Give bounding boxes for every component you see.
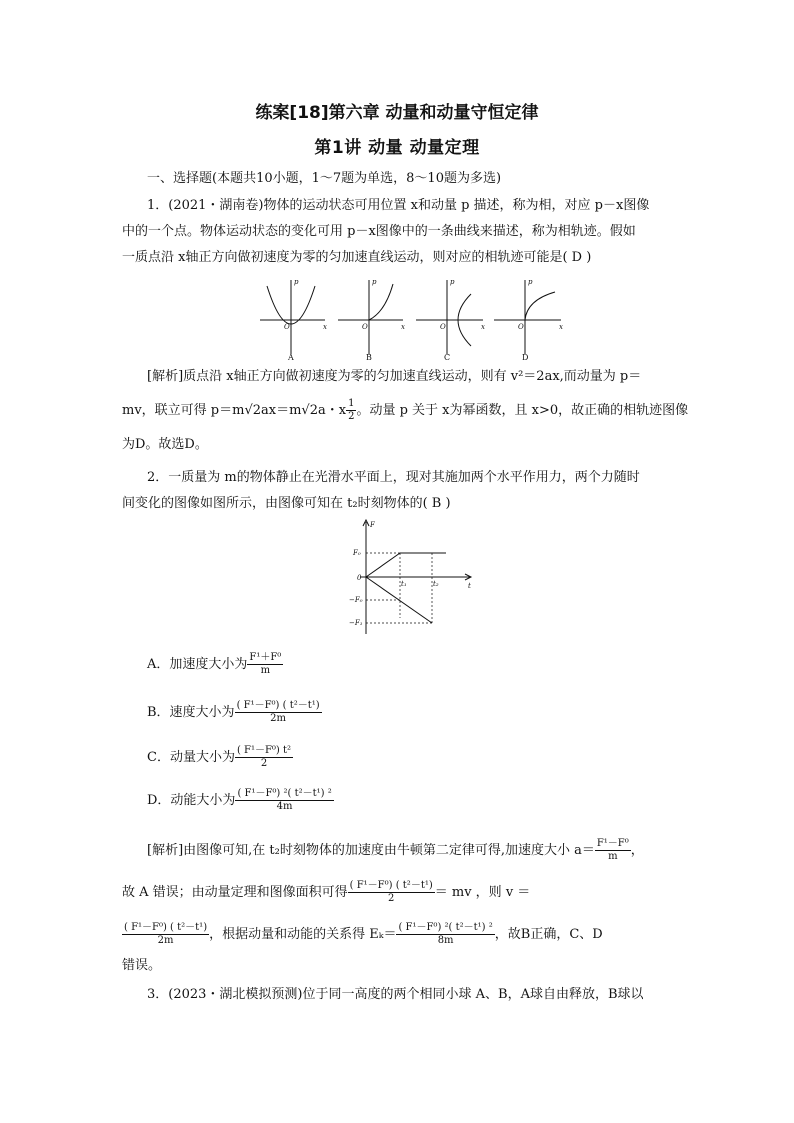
q2-option-c-den: 2 bbox=[260, 758, 268, 769]
q2-analysis-line3 bbox=[122, 922, 603, 947]
q2-label-t1: t₁ bbox=[401, 580, 407, 588]
q3-line1: 3．(2023・湖北模拟预测)位于同一高度的两个相同小球 A、B，A球自由释放，B球以 bbox=[147, 987, 644, 1002]
q2-analysis-line1 bbox=[147, 838, 644, 863]
q1-line1: 1．(2021・湖南卷)物体的运动状态可用位置 x和动量 p 描述，称为相，对应 p－x图像 bbox=[147, 198, 650, 213]
q2-analysis-frac3 bbox=[122, 922, 209, 947]
q1-label-c: C bbox=[444, 353, 451, 362]
q2-option-a bbox=[147, 652, 283, 677]
q2-option-d-frac bbox=[235, 788, 333, 813]
q1-analysis-line3: 为D。故选D。 bbox=[122, 437, 208, 452]
q2-analysis-frac4 bbox=[396, 922, 494, 947]
q2-option-a-frac bbox=[247, 652, 283, 677]
q2-analysis-frac4-den: 8m bbox=[437, 935, 454, 946]
q1-phase-figures bbox=[255, 272, 565, 364]
q2-analysis-part1: [解析]由图像可知,在 t₂时刻物体的加速度由牛顿第二定律可得,加速度大小 a＝ bbox=[147, 843, 595, 858]
q2-option-a-den: m bbox=[260, 665, 271, 676]
q1-line2: 中的一个点。物体运动状态的变化可用 p－x图像中的一条曲线来描述，称为相轨迹。假如 bbox=[122, 224, 636, 239]
q2-label-neg-f0: −F₀ bbox=[349, 596, 363, 604]
q1-analysis-part2: 。动量 p 关于 x为幂函数，且 x>0，故正确的相轨迹图像 bbox=[356, 403, 689, 418]
q2-option-d-den: 4m bbox=[276, 801, 293, 812]
q1-label-b: B bbox=[366, 353, 372, 362]
q2-option-c bbox=[147, 745, 293, 770]
q2-analysis-frac2-num: ( F¹－F⁰) ( t²－t¹) bbox=[349, 880, 433, 891]
q1-b-axis-x: x bbox=[401, 323, 405, 331]
q1-frac-den: 2 bbox=[348, 411, 355, 422]
q2-option-c-num: ( F¹－F⁰) t² bbox=[236, 745, 292, 756]
q2-label-f0: F₀ bbox=[353, 549, 361, 557]
q1-c-axis-x: x bbox=[481, 323, 485, 331]
q2-analysis-frac2 bbox=[348, 880, 435, 905]
q1-analysis-line2 bbox=[122, 398, 688, 423]
q1-c-origin: O bbox=[440, 323, 446, 331]
q2-analysis-frac1 bbox=[595, 838, 631, 863]
q2-analysis-line4: 错误。 bbox=[122, 958, 162, 973]
q2-option-b-text: B．速度大小为 bbox=[147, 705, 235, 720]
q1-frac-num: 1 bbox=[348, 398, 355, 409]
q2-option-d-text: D．动能大小为 bbox=[147, 793, 236, 808]
lesson-title: 第1讲 动量 动量定理 bbox=[314, 138, 480, 158]
q2-option-c-frac bbox=[235, 745, 293, 770]
q1-a-axis-p: p bbox=[294, 278, 299, 286]
section-heading: 一、选择题(本题共10小题，1～7题为单选，8～10题为多选) bbox=[147, 171, 502, 186]
q2-axis-t: t bbox=[468, 582, 471, 590]
q2-analysis-part3: ，根据动量和动能的关系得 Eₖ＝ bbox=[209, 927, 397, 942]
q2-analysis-frac2-den: 2 bbox=[388, 893, 395, 904]
q1-b-axis-p: p bbox=[372, 278, 377, 286]
q2-option-b bbox=[147, 700, 322, 725]
q1-a-origin: O bbox=[284, 323, 290, 331]
q2-line2: 间变化的图像如图所示，由图像可知在 t₂时刻物体的( B ) bbox=[122, 496, 451, 511]
q1-d-axis-x: x bbox=[559, 323, 563, 331]
q1-a-axis-x: x bbox=[323, 323, 327, 331]
q1-c-axis-p: p bbox=[450, 278, 455, 286]
q2-option-d-num: ( F¹－F⁰) ²( t²－t¹) ² bbox=[237, 788, 332, 799]
q1-b-origin: O bbox=[362, 323, 368, 331]
q2-analysis-frac3-den: 2m bbox=[157, 935, 174, 946]
q2-option-c-text: C．动量大小为 bbox=[147, 750, 235, 765]
page-title: 练案[18]第六章 动量和动量守恒定律 bbox=[255, 103, 539, 123]
q2-analysis-part3-end: ，故B正确，C、D bbox=[494, 927, 603, 942]
q2-analysis-frac1-den: m bbox=[608, 851, 618, 862]
q2-force-time-graph bbox=[340, 518, 480, 638]
q2-analysis-part1-end: ， bbox=[630, 843, 644, 858]
q1-line3: 一质点沿 x轴正方向做初速度为零的匀加速直线运动，则对应的相轨迹可能是( D ) bbox=[122, 250, 592, 265]
q2-label-zero: 0 bbox=[357, 574, 362, 582]
q2-analysis-frac4-num: ( F¹－F⁰) ²( t²－t¹) ² bbox=[398, 922, 493, 933]
q1-analysis-part1: mv，联立可得 p＝m√2ax＝m√2a・x bbox=[122, 403, 347, 418]
q2-option-b-num: ( F¹－F⁰) ( t²－t¹) bbox=[236, 700, 320, 711]
q2-option-a-text: A．加速度大小为 bbox=[147, 657, 248, 672]
q2-analysis-part2-end: ＝ mv ，则 v ＝ bbox=[434, 885, 531, 900]
q1-d-axis-p: p bbox=[528, 278, 533, 286]
q2-option-b-den: 2m bbox=[270, 713, 287, 724]
q1-label-d: D bbox=[522, 353, 529, 362]
q2-analysis-line2 bbox=[122, 880, 530, 905]
q1-exponent-fraction bbox=[346, 398, 356, 423]
q2-analysis-frac3-num: ( F¹－F⁰) ( t²－t¹) bbox=[124, 922, 208, 933]
q2-axis-f: F bbox=[370, 521, 375, 529]
q2-label-neg-f1: −F₁ bbox=[349, 619, 363, 627]
q2-option-a-num: F¹＋F⁰ bbox=[249, 652, 282, 663]
q2-label-t2: t₂ bbox=[433, 580, 439, 588]
q1-d-origin: O bbox=[518, 323, 524, 331]
q2-analysis-part2: 故 A 错误；由动量定理和图像面积可得 bbox=[122, 885, 348, 900]
q2-option-b-frac bbox=[235, 700, 322, 725]
q2-analysis-frac1-num: F¹－F⁰ bbox=[596, 838, 629, 849]
q2-line1: 2．一质量为 m的物体静止在光滑水平面上，现对其施加两个水平作用力，两个力随时 bbox=[147, 470, 640, 485]
q2-option-d bbox=[147, 788, 334, 813]
q1-analysis-line1: [解析]质点沿 x轴正方向做初速度为零的匀加速直线运动，则有 v²＝2ax,而动量为 p＝ bbox=[147, 369, 642, 384]
q1-label-a: A bbox=[288, 353, 294, 362]
